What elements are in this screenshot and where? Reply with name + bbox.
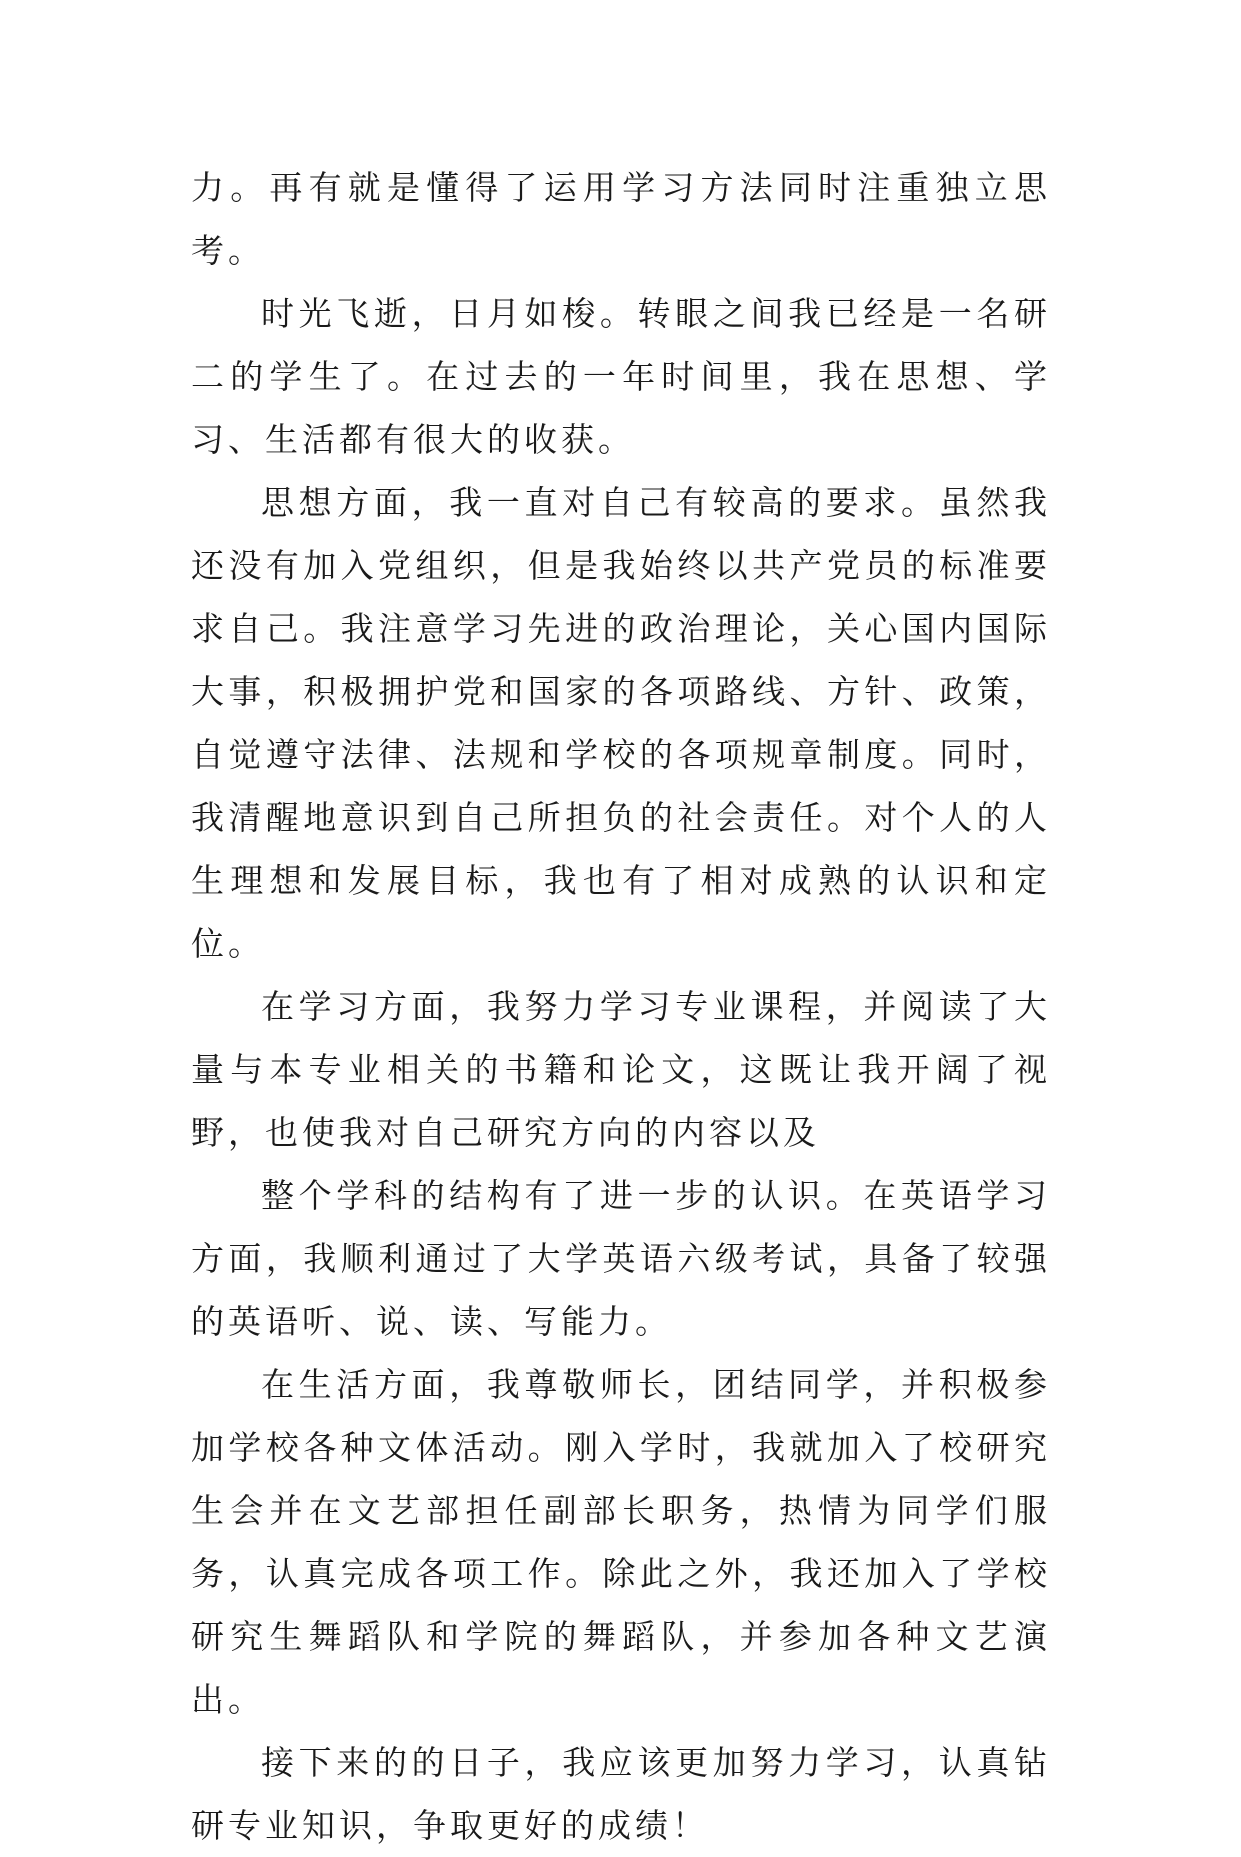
paragraph-study: 在学习方面，我努力学习专业课程，并阅读了大量与本专业相关的书籍和论文，这既让我开阔了视野，也使我对自己研究方向的内容以及	[191, 987, 1051, 1152]
paragraph-time-flies: 时光飞逝，日月如梭。转眼之间我已经是一名研二的学生了。在过去的一年时间里，我在思想、学习、生活都有很大的收获。	[191, 294, 1051, 459]
paragraph-english: 整个学科的结构有了进一步的认识。在英语学习方面，我顺利通过了大学英语六级考试，具备了较强的英语听、说、读、写能力。	[191, 1176, 1051, 1341]
paragraph-thought: 思想方面，我一直对自己有较高的要求。虽然我还没有加入党组织，但是我始终以共产党员的标准要求自己。我注意学习先进的政治理论，关心国内国际大事，积极拥护党和国家的各项路线、方针、政策，自觉遵守法律、法规和学校的各项规章制度。同时，我清醒地意识到自己所担负的社会责任。对个人的人生理想和发展目标，我也有了相对成熟的认识和定位。	[191, 483, 1051, 963]
paragraph-life: 在生活方面，我尊敬师长，团结同学，并积极参加学校各种文体活动。刚入学时，我就加入了校研究生会并在文艺部担任副部长职务，热情为同学们服务，认真完成各项工作。除此之外，我还加入了学校研究生舞蹈队和学院的舞蹈队，并参加各种文艺演出。	[191, 1365, 1051, 1719]
paragraph-continuation: 力。再有就是懂得了运用学习方法同时注重独立思考。	[191, 168, 1051, 270]
paragraph-conclusion: 接下来的的日子，我应该更加努力学习，认真钻研专业知识，争取更好的成绩！	[191, 1743, 1051, 1845]
document-body	[191, 156, 1051, 1857]
